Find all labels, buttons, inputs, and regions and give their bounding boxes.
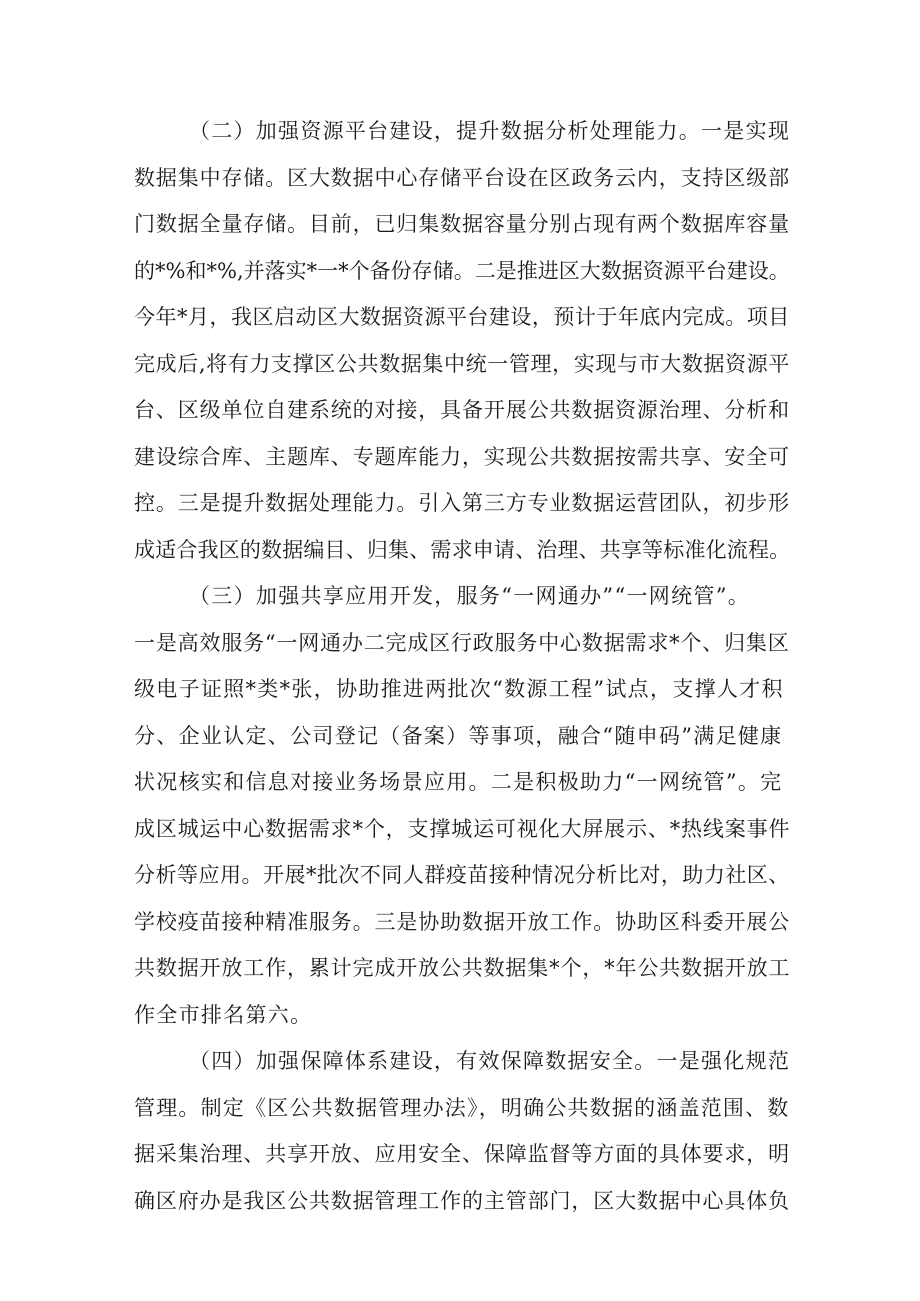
paragraph-3-line: 分析等应用。开展*批次不同人群疫苗接种情况分析比对，助力社区、 — [134, 863, 790, 887]
paragraph-4-line: 据采集治理、共享开放、应用安全、保障监督等方面的具体要求，明 — [134, 1142, 790, 1166]
paragraph-2-line: 数据集中存储。区大数据中心存储平台设在区政务云内，支持区级部 — [134, 166, 790, 190]
paragraph-2-line: 建设综合库、主题库、专题库能力，实现公共数据按需共享、安全可 — [134, 445, 790, 469]
paragraph-2-line: （二）加强资源平台建设，提升数据分析处理能力。一是实现 — [189, 119, 791, 143]
paragraph-4-line: 管理。制定《区公共数据管理办法》，明确公共数据的涵盖范围、数 — [134, 1096, 790, 1120]
paragraph-3-line: 共数据开放工作，累计完成开放公共数据集*个，*年公共数据开放工 — [134, 956, 791, 980]
paragraph-2-line: 今年*月，我区启动区大数据资源平台建设，预计于年底内完成。项目 — [134, 305, 790, 329]
paragraph-2-line: 的*%和*%,并落实*一*个备份存储。二是推进区大数据资源平台建设。 — [134, 259, 790, 283]
paragraph-3-line: 分、企业认定、公司登记（备案）等事项，融合“随申码”满足健康 — [134, 724, 783, 748]
paragraph-2-line: 控。三是提升数据处理能力。引入第三方专业数据运营团队，初步形 — [134, 491, 790, 515]
paragraph-3-line: 级电子证照*类*张，协助推进两批次“数源工程”试点，支撑人才积 — [134, 677, 784, 701]
paragraph-3-line: 成区城运中心数据需求*个，支撑城运可视化大屏展示、*热线案事件 — [134, 817, 791, 841]
paragraph-2-line: 成适合我区的数据编目、归集、需求申请、治理、共享等标准化流程。 — [134, 538, 791, 562]
paragraph-3-line: 作全市排名第六。 — [134, 1003, 313, 1027]
paragraph-3-line: 学校疫苗接种精准服务。三是协助数据开放工作。协助区科委开展公 — [134, 910, 790, 934]
paragraph-2-line: 门数据全量存储。目前，已归集数据容量分别占现有两个数据库容量 — [134, 212, 790, 236]
paragraph-4-line: 确区府办是我区公共数据管理工作的主管部门，区大数据中心具体负 — [134, 1189, 790, 1213]
paragraph-4-line: （四）加强保障体系建设，有效保障数据安全。一是强化规范 — [189, 1049, 791, 1073]
paragraph-3-line: 状况核实和信息对接业务场景应用。二是积极助力“一网统管”。完 — [134, 770, 783, 794]
paragraph-3-line: 一是高效服务“一网通办二完成区行政服务中心数据需求*个、归集区 — [134, 631, 790, 655]
paragraph-2-line: 完成后,将有力支撑区公共数据集中统一管理，实现与市大数据资源平 — [134, 352, 790, 376]
paragraph-2-line: 台、区级单位自建系统的对接，具备开展公共数据资源治理、分析和 — [134, 398, 790, 422]
paragraph-3-line: （三）加强共享应用开发，服务“一网通办”“一网统管”。 — [189, 584, 751, 608]
